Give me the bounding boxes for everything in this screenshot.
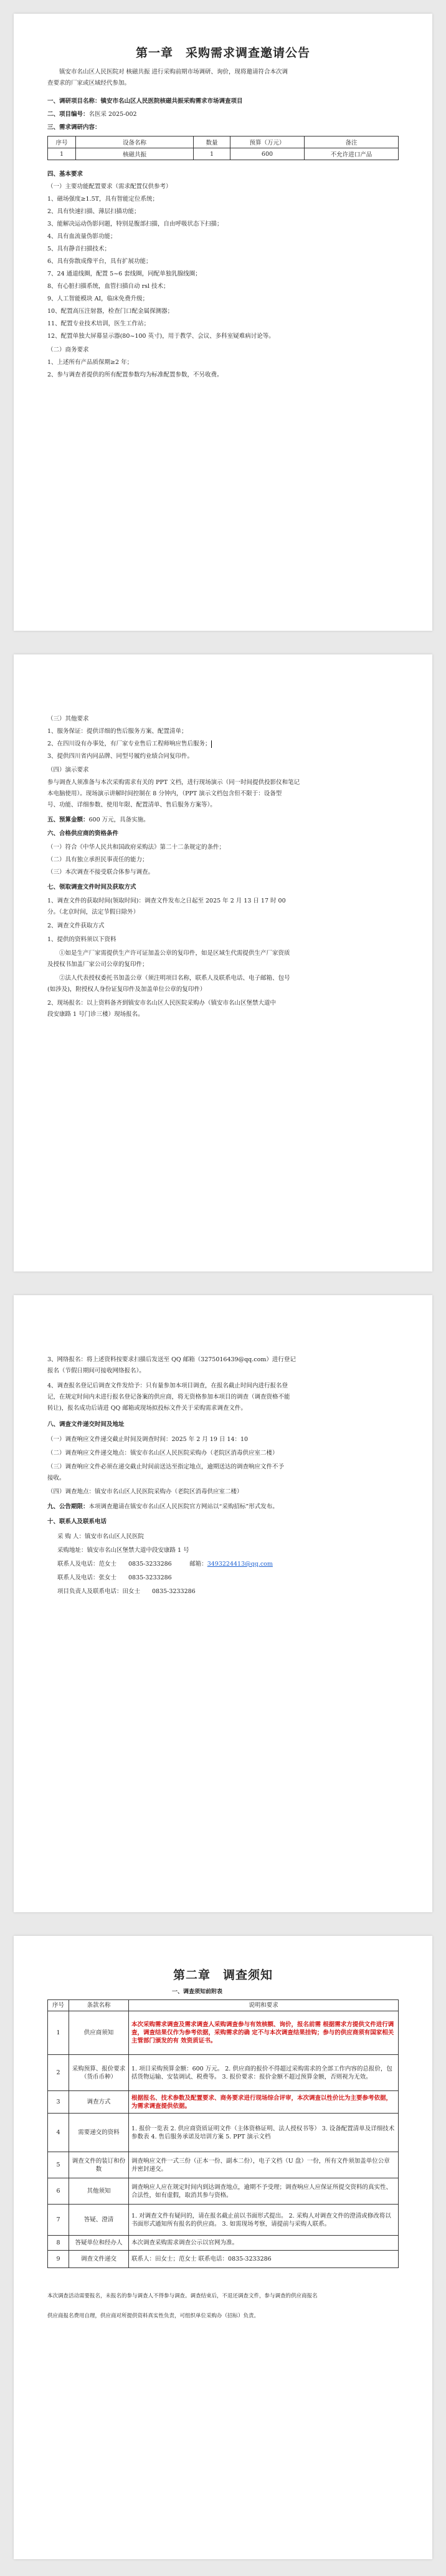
table-cell: 8 (48, 2236, 69, 2251)
table-cell: 调查响应人应在规定时间内到达调查地点，逾期不予受理；调查响应人应保证所提交资料的真实性、合法性，如有虚假，取消其参与资格。 (129, 2178, 399, 2205)
paragraph-line: （三）调查响应文件必须在递交截止时间前送达至指定地点，逾期送达的调查响应文件不予 (47, 1463, 285, 1470)
document-page-3 (14, 1295, 432, 1912)
qualification-item: （三）本次调查不接受联合体参与调查。 (47, 869, 154, 876)
table-cell: 9 (48, 2251, 69, 2268)
paragraph-line: 段安康路 1 号门诊三楼）现场报名。 (47, 1011, 144, 1018)
table-header: 设备名称 (76, 136, 194, 148)
list-item: 4、具有血流量伪影功能； (47, 233, 116, 240)
paragraph-line: ①如是生产厂家需提供生产许可证加盖公章的复印件，如是区域生代需提供生产厂家资质 (47, 950, 290, 957)
intro-line-1: 镇安市名山区人民医院对 核磁共振 进行采购前期市场调研、询价，现将邀请符合本次调 (47, 69, 288, 75)
table-header: 条款名称 (69, 2000, 129, 2011)
paragraph-line: （二）调查响应文件递交地点：镇安市名山区人民医院采购办（老院区消毒供应室二楼） (47, 1450, 278, 1457)
email-link[interactable]: 3493224413@qq.com (207, 1561, 273, 1568)
contact-line: 联系人及电话：范女士 0835-3233286 邮箱：3493224413@qq.com (57, 1561, 273, 1568)
table-cell: 4 (48, 2114, 69, 2152)
paragraph-line: 记，在规定时间内未进行报名登记备案的供应商，将无资格参加本项目的调查（调查资格不能 (47, 1394, 290, 1401)
table-cell: 调查文件的装订和份数 (69, 2152, 129, 2178)
table-caption: 一、调查须知前附表 (172, 1989, 223, 1995)
page-title: 第一章 采购需求调查邀请公告 (135, 46, 310, 60)
table-cell: 答疑单位和经办人 (69, 2236, 129, 2251)
address-line: 采购地址：镇安市名山区堡禁大道中段安康路 1 号 (57, 1547, 189, 1554)
section-qualifications: 六、合格供应商的资格条件 (47, 830, 119, 837)
list-item: 6、具有弥散成像平台，具有扩展功能； (47, 258, 152, 265)
section-project-name: 一、调研项目名称：镇安市名山区人民医院核磁共振采购需求市场调查项目 (47, 98, 243, 105)
list-item: 1、磁场强度≥1.5T，具有智能定位系统； (47, 196, 158, 203)
demo-line-1: 参与调查人须准备与本次采购需求有关的 PPT 文档，进行现场演示（同一时间提供投影仪和笔记 (47, 779, 300, 786)
table-header-row (48, 2000, 399, 2011)
table-cell: 不允许进口产品 (305, 148, 399, 160)
table-cell: 采购预算、报价要求（货币币种） (69, 2055, 129, 2091)
paragraph-line: 2、现场报名：以上资料备齐到镇安市名山区人民医院采购办（镇安市名山区堡禁大道中 (47, 1000, 277, 1007)
section-budget: 五、预算金额：600 万元，具备实施。 (47, 816, 149, 823)
table-cell: 1. 项目采购预算金额：600 万元。 2. 供应商的报价不得超过采购需求的全部工作内容的总报价，包括货物运输、安装调试、税费等。 3. 报价要求：报价金额不超过预算金额，否则视为无效。 (129, 2055, 399, 2091)
buyer-line: 采 购 人：镇安市名山区人民医院 (57, 1533, 145, 1540)
list-item: 3、提供四川省内同品牌、同型号履约业绩合同复印件。 (47, 753, 194, 760)
section-contacts: 十、联系人及联系电话 (47, 1518, 107, 1525)
paragraph-line: 3、网络报名：将上述资料按要求扫描后发送至 QQ 邮箱（3275016439@qq.com）进行登记 (47, 1356, 296, 1363)
paragraph-line: (如涉及)，附授权人身份证复印件及加盖单位公章的复印件） (47, 986, 206, 993)
table-header: 序号 (48, 2000, 69, 2011)
table-row (48, 2236, 399, 2251)
table-cell: 5 (48, 2152, 69, 2178)
table-cell: 1 (48, 148, 76, 160)
table-cell: 其他须知 (69, 2178, 129, 2205)
list-item: 9、人工智能模块 AI，临床免费升级； (47, 295, 149, 302)
table-row (48, 148, 399, 160)
table-row (48, 2055, 399, 2091)
table-cell: 根据报名、技术参数及配置要求、商务要求进行现场综合评审，本次调查以性价比为主要参考依据，为需求调查提供依据。 (129, 2091, 399, 2114)
subsection-demo: （四）演示要求 (47, 767, 89, 773)
contact-line: 联系人及电话：张女士 0835-3233286 (57, 1574, 172, 1581)
table-cell: 调查方式 (69, 2091, 129, 2114)
paragraph-line: 转让)，报名成功后请进 QQ 邮箱或现场拟投标文件关于采购需求调查文件。 (47, 1405, 247, 1412)
list-item: 7、24 通道线圈，配置 5~6 套线圈，同配单独乳腺线圈； (47, 271, 201, 277)
table-header: 序号 (48, 136, 76, 148)
list-item: 12、配置单独大屏幕显示器(80~100 英寸)，用于教学、会议、多科室疑难病讨论等。 (47, 333, 275, 340)
table-header: 预算（万元） (230, 136, 305, 148)
table-row (48, 2178, 399, 2205)
subsection-config: （一）主要功能配置要求（需求配置仅供参考） (47, 183, 172, 190)
table-cell: 1. 报价一览表 2. 供应商资质证明文件（主体资格证明、法人授权书等） 3. 设备配置清单及详细技术参数表 4. 售后服务承诺及培训方案 5. PPT 演示文档 (129, 2114, 399, 2152)
list-item: 2、参与调查者提供的所有配置参数均为标准配置参数，不另收费。 (47, 371, 223, 378)
paragraph-line: （一）调查响应文件递交截止时间及调查时间：2025 年 2 月 19 日 14：10 (47, 1436, 249, 1443)
table-cell: 调查文件递交 (69, 2251, 129, 2268)
table-cell: 3 (48, 2091, 69, 2114)
subsection-other: （三）其他要求 (47, 716, 89, 722)
paragraph-line: ②法人代表授权委托书加盖公章（须注明项目名称，联系人及联系电话、电子邮箱、包号 (47, 975, 290, 982)
table-header: 说明和要求 (129, 2000, 399, 2011)
table-cell: 联系人：田女士；范女士 联系电话：0835-3233286 (129, 2251, 399, 2268)
table-row (48, 2251, 399, 2268)
demo-line-3: 号、功能、详细参数、使用年限、配置清单、售后服务方案等）。 (47, 802, 216, 808)
subsection-business: （二）商务要求 (47, 347, 89, 353)
table-row (48, 2114, 399, 2152)
table-cell: 1. 对调查文件有疑问的，请在报名截止前以书面形式提出。 2. 采购人对调查文件的澄清或修改将以书面形式通知所有报名的供应商。 3. 如需现场考察，请提前与采购人联系。 (129, 2205, 399, 2236)
document-page-4 (14, 1936, 432, 2559)
qualification-item: （一）符合《中华人民共和国政府采购法》第二十二条规定的条件； (47, 844, 225, 851)
table-cell: 6 (48, 2178, 69, 2205)
table-header: 数量 (194, 136, 230, 148)
table-cell: 需要递交的资料 (69, 2114, 129, 2152)
list-item: 1、服务保证：提供详细的售后服务方案、配置清单； (47, 728, 187, 735)
table-row (48, 2091, 399, 2114)
table-header-row (48, 136, 399, 148)
list-item: 3、能解决运动伪影问题，特别是腹部扫描，自由呼吸状态下扫描； (47, 221, 223, 227)
chapter-title: 第二章 调查须知 (173, 1968, 273, 1982)
list-item: 8、有心脏扫描系统，血管扫描自动 rsl 技术； (47, 283, 169, 290)
table-cell: 7 (48, 2205, 69, 2236)
list-item: 2、在四川设有办事处，有厂家专业售后工程师响应售后服务； (47, 740, 211, 747)
paragraph-line: 1、调查文件的获取时间(领取时间)：调查文件发布之日起至 2025 年 2 月 13 日 17 时 00 (47, 898, 286, 904)
document-page-2 (14, 654, 432, 1271)
paragraph-line: 4、调查报名登记后调查文件发给予：只有量参加本项目调查，在报名截止时间内进行报名登 (47, 1382, 288, 1389)
paragraph-line: 2、调查文件获取方式 (47, 922, 105, 929)
paragraph-line: 及授权书加盖厂家公司公章的复印件； (47, 961, 148, 968)
table-row (48, 2205, 399, 2236)
list-item: 11、配置专业技术培训，医生工作站； (47, 320, 150, 327)
section-submission: 八、调查文件递交时间及地址 (47, 1421, 125, 1428)
text-cursor (211, 740, 212, 748)
table-header: 备注 (305, 136, 399, 148)
list-item: 2、具有快速扫描、薄层扫描功能； (47, 208, 140, 215)
list-item: 10、配置高压注射器，检查门口配金属探测器； (47, 308, 174, 315)
section-demand-content: 三、需求调研内容： (47, 124, 101, 131)
section-basic-requirements: 四、基本要求 (47, 171, 83, 178)
table-cell: 600 (230, 148, 305, 160)
note-line: 供应商报名费用自理，供应商对所提供资料真实性负责，可组织单位采购办（招标）负责。 (47, 2313, 260, 2319)
table-cell: 2 (48, 2055, 69, 2091)
manager-line: 项目负责人及联系电话：田女士 0835-3233286 (57, 1588, 196, 1595)
qualification-item: （二）具有独立承担民事责任的能力； (47, 856, 148, 863)
table-cell: 本次调查采购需求调查公示以官网为准。 (129, 2236, 399, 2251)
notice-table (47, 1999, 399, 2268)
paragraph-line: 分。（北京时间，法定节假日除外） (47, 909, 140, 916)
section-announcement-period: 九、公告期限：本项调查邀请在镇安市名山区人民医院官方网站以“采购招标”形式发布。 (47, 1503, 278, 1510)
demo-line-2: 本电脑使用）。现场演示讲解时间控制在 8 分钟内，（PPT 演示文档包含但不限于：设备型 (47, 790, 282, 797)
table-cell: 答疑、澄清 (69, 2205, 129, 2236)
table-cell: 本次采购需求调查及需求调查人采购调查参与有效核额、询价，报名前需 根据需求方提供文件进行调查，调查结果仅作为参考依据，采购需求的确 定不与本次调查结果挂钩；参与的供应商须有国家相关主管部门颁发的有 效资质证书。 (129, 2011, 399, 2055)
paragraph-line: （四）调查地点：镇安市名山区人民医院采购办（老院区消毒供应室二楼） (47, 1488, 243, 1495)
document-page-1 (14, 14, 432, 631)
section-project-number: 二、项目编号：名医采 2025-002 (47, 111, 137, 118)
list-item: 5、具有静音扫描技术； (47, 246, 111, 252)
list-item: 1、上述所有产品质保期≥2 年； (47, 359, 133, 366)
paragraph-line: 1、提供的资料须以下资料 (47, 936, 116, 943)
section-document-collection: 七、领取调查文件时间及获取方式 (47, 884, 136, 891)
table-row (48, 2011, 399, 2055)
table-cell: 调查响应文件一式三份（正本一份、副本二份），电子文档（U 盘）一份，所有文件须加盖单位公章并密封递交。 (129, 2152, 399, 2178)
paragraph-line: 接收。 (47, 1475, 65, 1482)
table-cell: 核磁共振 (76, 148, 194, 160)
intro-line-2: 查要求的厂家或区域经代参加。 (47, 80, 131, 87)
table-cell: 供应商须知 (69, 2011, 129, 2055)
table-cell: 1 (194, 148, 230, 160)
table-cell: 1 (48, 2011, 69, 2055)
demand-table (47, 136, 399, 160)
paragraph-line: 报名（节假日期间可接收网络报名）。 (47, 1367, 145, 1374)
table-row (48, 2152, 399, 2178)
note-line: 本次调查活动需要报名，未报名的参与调查人不得参与调查。调查结束后，不退还调查文件，参与调查的供应商报名 (47, 2293, 318, 2299)
